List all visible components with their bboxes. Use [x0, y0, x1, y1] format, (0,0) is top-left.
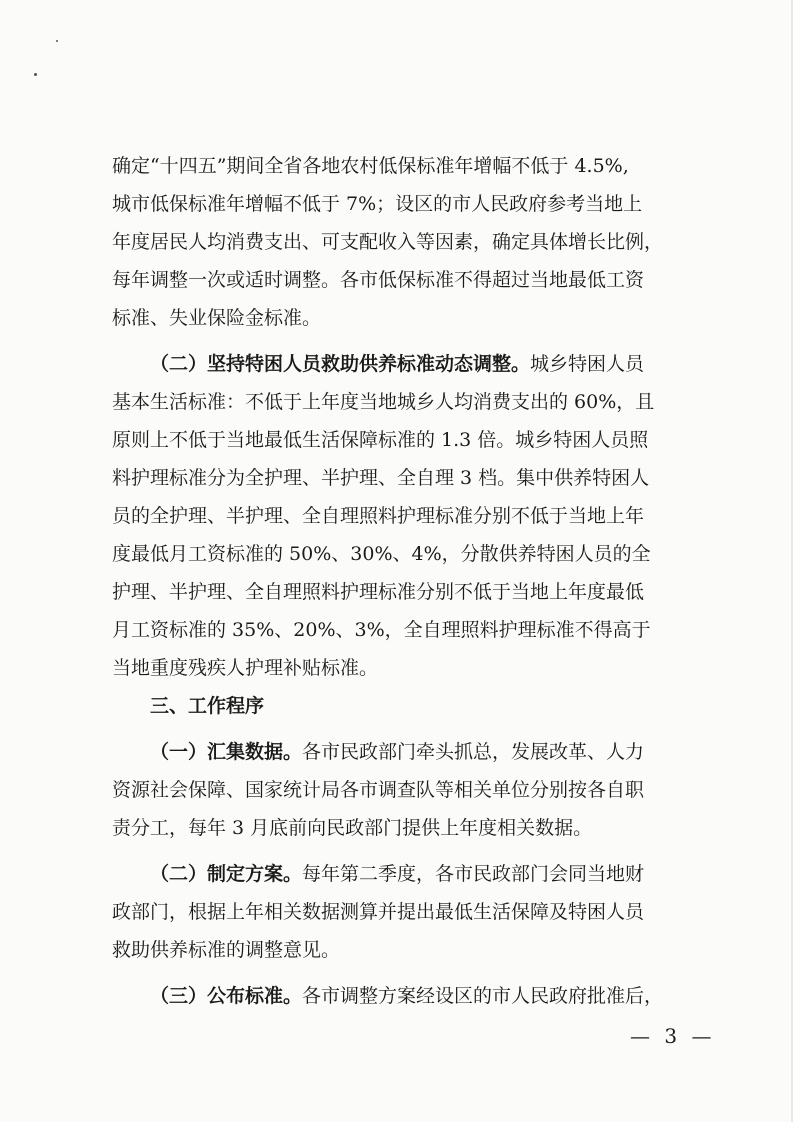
body-line: 基本生活标准：不低于上年度当地城乡人均消费支出的 60%，且 — [112, 391, 655, 413]
body-line: 料护理标准分为全护理、半护理、全自理 3 档。集中供养特困人 — [112, 467, 650, 489]
paragraph-first-line — [112, 855, 712, 893]
body-line: 救助供养标准的调整意见。 — [112, 939, 341, 961]
body-line: 政部门，根据上年相关数据测算并提出最低生活保障及特困人员 — [112, 901, 645, 923]
body-line: 原则上不低于当地最低生活保障标准的 1.3 倍。城乡特困人员照 — [112, 429, 649, 451]
paragraph-first-line — [112, 733, 712, 771]
body-text: 各市民政部门牵头抓总，发展改革、人力 — [302, 741, 645, 763]
body-line: 标准、失业保险金标准。 — [112, 307, 322, 329]
body-line: 责分工，每年 3 月底前向民政部门提供上年度相关数据。 — [112, 817, 593, 839]
body-line: 城市低保标准年增幅不低于 7%；设区的市人民政府参考当地上 — [112, 193, 643, 215]
body-line: 确定“十四五”期间全省各地农村低保标准年增幅不低于 4.5%, — [112, 155, 629, 177]
body-text: 每年第二季度，各市民政部门会同当地财 — [302, 863, 645, 885]
document-body — [112, 147, 712, 1015]
section-heading: 三、工作程序 — [150, 695, 265, 717]
subsection-lead: （二）坚持特困人员救助供养标准动态调整。 — [150, 353, 531, 375]
body-line: 资源社会保障、国家统计局各市调查队等相关单位分别按各自职 — [112, 779, 645, 801]
subsection-lead: （二）制定方案。 — [150, 863, 303, 885]
body-text: 各市调整方案经设区的市人民政府批准后， — [302, 985, 664, 1007]
body-line: 每年调整一次或适时调整。各市低保标准不得超过当地最低工资 — [112, 269, 645, 291]
body-line: 月工资标准的 35%、20%、3%，全自理照料护理标准不得高于 — [112, 619, 651, 641]
scan-speck — [56, 40, 58, 42]
body-text: 城乡特困人员 — [530, 353, 645, 375]
body-line: 度最低月工资标准的 50%、30%、4%，分散供养特困人员的全 — [112, 543, 651, 565]
page-number: — 3 — — [630, 1024, 716, 1048]
paragraph-first-line — [112, 345, 712, 383]
subsection-lead: （一）汇集数据。 — [150, 741, 303, 763]
body-line: 护理、半护理、全自理照料护理标准分别不低于当地上年度最低 — [112, 581, 645, 603]
subsection-lead: （三）公布标准。 — [150, 985, 303, 1007]
body-line: 当地重度残疾人护理补贴标准。 — [112, 657, 379, 679]
body-line: 员的全护理、半护理、全自理照料护理标准分别不低于当地上年 — [112, 505, 645, 527]
paragraph-first-line — [112, 977, 712, 1015]
scan-speck — [34, 73, 37, 76]
body-line: 年度居民人均消费支出、可支配收入等因素，确定具体增长比例， — [112, 231, 664, 253]
